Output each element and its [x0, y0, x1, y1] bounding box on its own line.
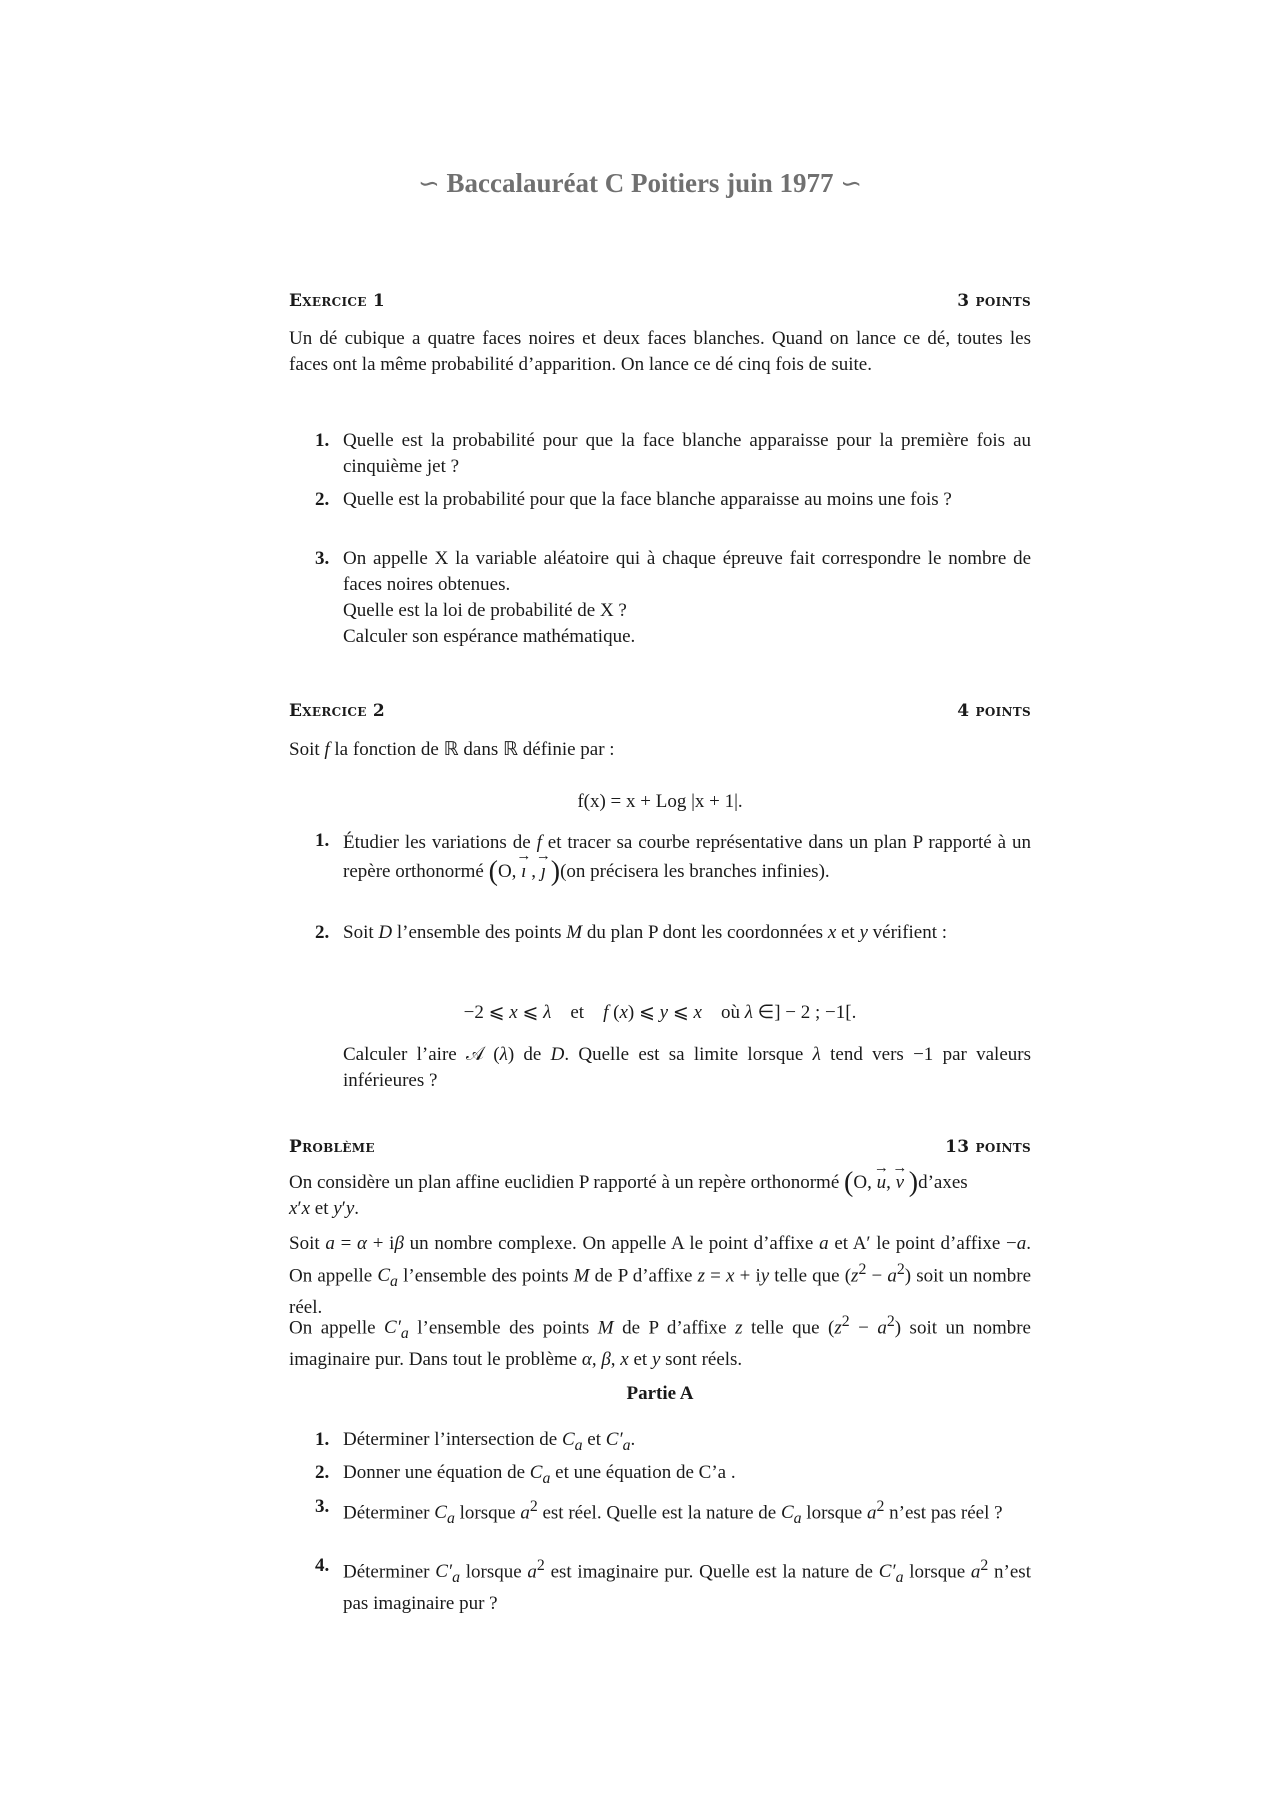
item-number: 2.	[315, 922, 330, 943]
exercise-1-points: 3 points	[957, 291, 1031, 311]
problem-intro-3: On appelle $C'_a$ l’ensemble des points M de P d’affixe z telle que $(z^2 - a^2)$ soit un nombre imaginaire pur. Dans tout le problème α, β, x et y sont réels.	[289, 1313, 1031, 1371]
question-text: Soit D l’ensemble des points M du plan P dont les coordonnées x et y vérifient :	[343, 922, 948, 943]
item-number: 1.	[315, 830, 330, 851]
problem-intro-2: Soit a = α + iβ un nombre complexe. On appelle A le point d’affixe a et A′ le point d’affixe −a. On appelle $C_a$ l’ensemble des points M de P d’affixe z = x + iy telle que $(z^2 - a^2)$ soit un nombre réel.	[289, 1233, 1032, 1319]
item-number: 2.	[315, 1462, 330, 1483]
exercise-1-heading: Exercice 1	[289, 291, 385, 311]
question-text: Donner une équation de $C_a$ et une équation de C’a .	[343, 1462, 736, 1487]
exercise-2-intro: Soit f la fonction de ℝ dans ℝ définie par :	[289, 739, 615, 760]
exercise-2-heading: Exercice 2	[289, 701, 385, 721]
item-number: 4.	[315, 1555, 330, 1576]
exercise-1-intro: Un dé cubique a quatre faces noires et deux faces blanches. Quand on lance ce dé, toutes les faces ont la même probabilité d’apparition. On lance ce dé cinq fois de suite.	[289, 328, 1031, 375]
item-number: 3.	[315, 548, 330, 569]
question-text: Déterminer l’intersection de $C_a$ et $C'_a$.	[343, 1429, 636, 1454]
problem-points: 13 points	[945, 1137, 1031, 1157]
exercise-1-header	[289, 291, 1031, 311]
page-title	[0, 168, 1280, 199]
problem-question-1	[315, 1427, 1031, 1459]
question-text: Déterminer $C'_a$ lorsque $a^2$ est imaginaire pur. Quelle est la nature de $C'_a$ lorsque $a^2$ n’est pas imaginaire pur ?	[343, 1557, 1031, 1615]
exercise-1-question-3	[315, 546, 1031, 650]
problem-question-3	[315, 1494, 1031, 1532]
exercise-2-question-2-cont	[315, 1042, 1031, 1094]
exercise-2-formula: f(x) = x + Log |x + 1|.	[577, 791, 743, 812]
problem-question-4	[315, 1553, 1031, 1617]
problem-question-2	[315, 1460, 1031, 1492]
question-text: Déterminer $C_a$ lorsque $a^2$ est réel. Quelle est la nature de $C_a$ lorsque $a^2$ n’est pas réel ?	[343, 1498, 1003, 1528]
question-text: Calculer l’aire 𝒜 (λ) de D. Quelle est sa limite lorsque λ tend vers −1 par valeurs inférieures ?	[343, 1044, 1031, 1091]
question-text: On appelle X la variable aléatoire qui à chaque épreuve fait correspondre le nombre de faces noires obtenues.	[343, 548, 1031, 595]
title-text: Baccalauréat C Poitiers juin 1977	[446, 168, 834, 198]
exercise-2-header	[289, 701, 1031, 721]
item-number: 2.	[315, 489, 330, 510]
item-number: 3.	[315, 1496, 330, 1517]
ornament-right-icon: ∽	[840, 169, 863, 198]
item-number: 1.	[315, 1429, 330, 1450]
exercise-1-question-1	[315, 428, 1031, 480]
question-text: Calculer son espérance mathématique.	[343, 626, 636, 647]
question-text: Quelle est la loi de probabilité de X ?	[343, 600, 627, 621]
question-text: Quelle est la probabilité pour que la face blanche apparaisse pour la première fois au cinquième jet ?	[343, 430, 1031, 477]
problem-intro-1: On considère un plan affine euclidien P rapporté à un repère orthonormé (O, → u, → v )d’axes x′x et y′y.	[289, 1170, 1079, 1222]
ornament-left-icon: ∽	[417, 169, 440, 198]
question-text: Quelle est la probabilité pour que la face blanche apparaisse au moins une fois ?	[343, 489, 952, 510]
problem-heading: Problème	[289, 1137, 375, 1157]
exercise-2-question-2	[315, 920, 1031, 946]
question-text: Étudier les variations de f et tracer sa courbe représentative dans un plan P rapporté à un repère orthonormé (O, → ı , → ȷ )(on précisera les branches infinies).	[343, 828, 1031, 886]
partie-a-heading: Partie A	[626, 1383, 694, 1404]
exercise-2-question-1	[315, 828, 1031, 886]
exercise-1-question-2	[315, 487, 1031, 513]
item-number: 1.	[315, 430, 330, 451]
exercise-2-points: 4 points	[957, 701, 1031, 721]
exercise-2-inequality: −2 ⩽ x ⩽ λ et f (x) ⩽ y ⩽ x où λ ∈] − 2 ; −1[.	[463, 1002, 857, 1023]
problem-header	[289, 1137, 1031, 1157]
